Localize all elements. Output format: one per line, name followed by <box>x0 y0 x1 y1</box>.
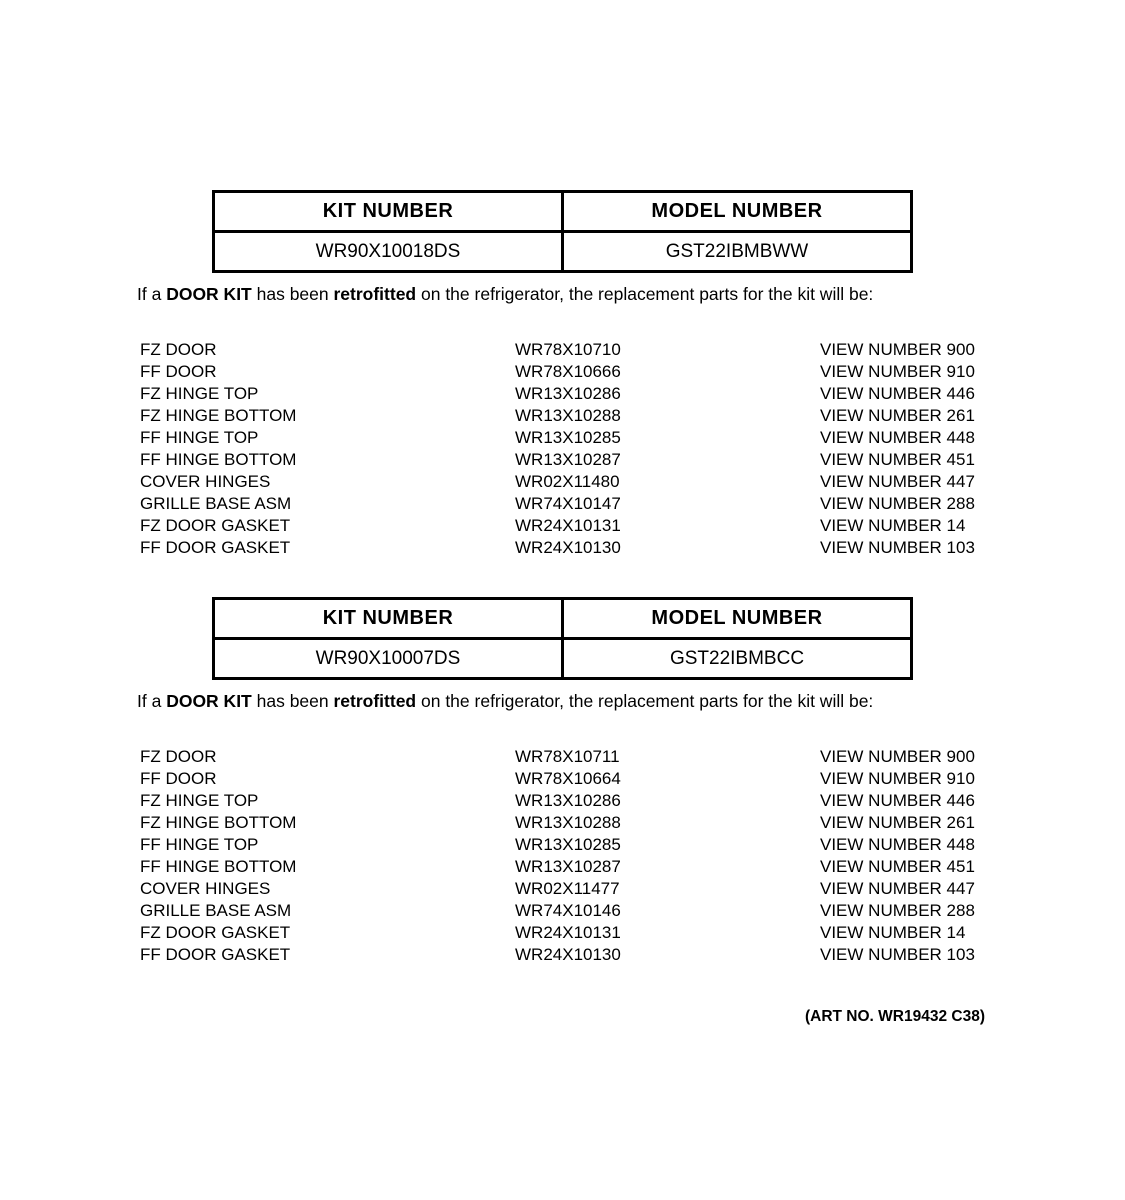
part-row <box>140 834 1125 856</box>
part-number: WR13X10288 <box>515 406 621 425</box>
view-number: VIEW NUMBER 451 <box>820 450 975 469</box>
view-number: VIEW NUMBER 103 <box>820 538 975 557</box>
note-text: If a <box>137 691 167 711</box>
view-number: VIEW NUMBER 261 <box>820 406 975 425</box>
kit-number-header: KIT NUMBER <box>214 599 563 639</box>
part-name: GRILLE BASE ASM <box>140 494 292 513</box>
note-text: If a <box>137 284 167 304</box>
view-number: VIEW NUMBER 451 <box>820 857 975 876</box>
part-number: WR13X10286 <box>515 791 621 810</box>
part-number: WR13X10287 <box>515 450 621 469</box>
part-name: FF DOOR GASKET <box>140 945 291 964</box>
view-number: VIEW NUMBER 447 <box>820 472 975 491</box>
part-row <box>140 405 1125 427</box>
part-name: COVER HINGES <box>140 879 271 898</box>
part-number: WR78X10711 <box>515 747 620 766</box>
part-number: WR24X10131 <box>515 923 621 942</box>
kit-model-table-1 <box>212 190 913 273</box>
part-number: WR13X10287 <box>515 857 621 876</box>
note-text: on the refrigerator, the replacement parts for the kit will be: <box>416 691 874 711</box>
view-number: VIEW NUMBER 447 <box>820 879 975 898</box>
part-row <box>140 383 1125 405</box>
part-name: FZ DOOR GASKET <box>140 516 291 535</box>
model-number-header: MODEL NUMBER <box>563 599 912 639</box>
part-row <box>140 471 1125 493</box>
view-number: VIEW NUMBER 448 <box>820 835 975 854</box>
part-row <box>140 768 1125 790</box>
part-row <box>140 922 1125 944</box>
part-name: FF DOOR GASKET <box>140 538 291 557</box>
note-bold-door-kit: DOOR KIT <box>166 284 252 304</box>
note-text: has been <box>251 691 334 711</box>
part-number: WR78X10710 <box>515 340 621 359</box>
part-name: FZ HINGE BOTTOM <box>140 406 297 425</box>
part-name: FF HINGE BOTTOM <box>140 450 297 469</box>
note-bold-retrofitted: retrofitted <box>333 284 417 304</box>
kit-model-table-2 <box>212 597 913 680</box>
part-name: FF HINGE BOTTOM <box>140 857 297 876</box>
model-number-header: MODEL NUMBER <box>563 192 912 232</box>
part-number: WR24X10131 <box>515 516 621 535</box>
part-number: WR74X10147 <box>515 494 621 513</box>
part-number: WR02X11480 <box>515 472 620 491</box>
view-number: VIEW NUMBER 288 <box>820 901 975 920</box>
kit-number-value: WR90X10007DS <box>214 639 563 679</box>
note-text: on the refrigerator, the replacement parts for the kit will be: <box>416 284 874 304</box>
view-number: VIEW NUMBER 261 <box>820 813 975 832</box>
view-number: VIEW NUMBER 910 <box>820 769 975 788</box>
part-name: FF DOOR <box>140 769 217 788</box>
kit-number-value: WR90X10018DS <box>214 232 563 272</box>
part-row <box>140 746 1125 768</box>
part-number: WR13X10285 <box>515 835 621 854</box>
view-number: VIEW NUMBER 900 <box>820 747 975 766</box>
part-row <box>140 878 1125 900</box>
note-text: has been <box>251 284 334 304</box>
part-number: WR74X10146 <box>515 901 621 920</box>
view-number: VIEW NUMBER 910 <box>820 362 975 381</box>
part-row <box>140 900 1125 922</box>
part-row <box>140 537 1125 559</box>
part-name: FZ HINGE TOP <box>140 384 259 403</box>
view-number: VIEW NUMBER 900 <box>820 340 975 359</box>
part-number: WR13X10288 <box>515 813 621 832</box>
part-name: FF DOOR <box>140 362 217 381</box>
view-number: VIEW NUMBER 288 <box>820 494 975 513</box>
part-number: WR24X10130 <box>515 945 621 964</box>
part-name: FZ HINGE BOTTOM <box>140 813 297 832</box>
retrofit-note-2 <box>137 690 1125 712</box>
part-row <box>140 856 1125 878</box>
note-bold-retrofitted: retrofitted <box>333 691 417 711</box>
view-number: VIEW NUMBER 14 <box>820 516 966 535</box>
part-name: FF HINGE TOP <box>140 428 259 447</box>
part-name: FZ DOOR <box>140 340 217 359</box>
note-bold-door-kit: DOOR KIT <box>166 691 252 711</box>
view-number: VIEW NUMBER 103 <box>820 945 975 964</box>
parts-list-2 <box>140 746 1125 966</box>
part-row <box>140 493 1125 515</box>
view-number: VIEW NUMBER 446 <box>820 384 975 403</box>
model-number-value: GST22IBMBCC <box>563 639 912 679</box>
part-number: WR02X11477 <box>515 879 620 898</box>
view-number: VIEW NUMBER 14 <box>820 923 966 942</box>
part-name: FF HINGE TOP <box>140 835 259 854</box>
kit-number-header: KIT NUMBER <box>214 192 563 232</box>
part-row <box>140 790 1125 812</box>
part-name: COVER HINGES <box>140 472 271 491</box>
part-row <box>140 515 1125 537</box>
part-number: WR78X10666 <box>515 362 621 381</box>
part-number: WR13X10286 <box>515 384 621 403</box>
art-number: (ART NO. WR19432 C38) <box>804 1008 985 1025</box>
part-row <box>140 944 1125 966</box>
model-number-value: GST22IBMBWW <box>563 232 912 272</box>
part-name: FZ DOOR <box>140 747 217 766</box>
parts-list-1 <box>140 339 1125 559</box>
part-name: FZ HINGE TOP <box>140 791 259 810</box>
part-number: WR13X10285 <box>515 428 621 447</box>
part-name: FZ DOOR GASKET <box>140 923 291 942</box>
view-number: VIEW NUMBER 446 <box>820 791 975 810</box>
part-row <box>140 427 1125 449</box>
part-row <box>140 339 1125 361</box>
part-name: GRILLE BASE ASM <box>140 901 292 920</box>
retrofit-note-1 <box>137 283 1125 305</box>
view-number: VIEW NUMBER 448 <box>820 428 975 447</box>
part-row <box>140 812 1125 834</box>
part-number: WR24X10130 <box>515 538 621 557</box>
part-number: WR78X10664 <box>515 769 621 788</box>
part-row <box>140 361 1125 383</box>
part-row <box>140 449 1125 471</box>
